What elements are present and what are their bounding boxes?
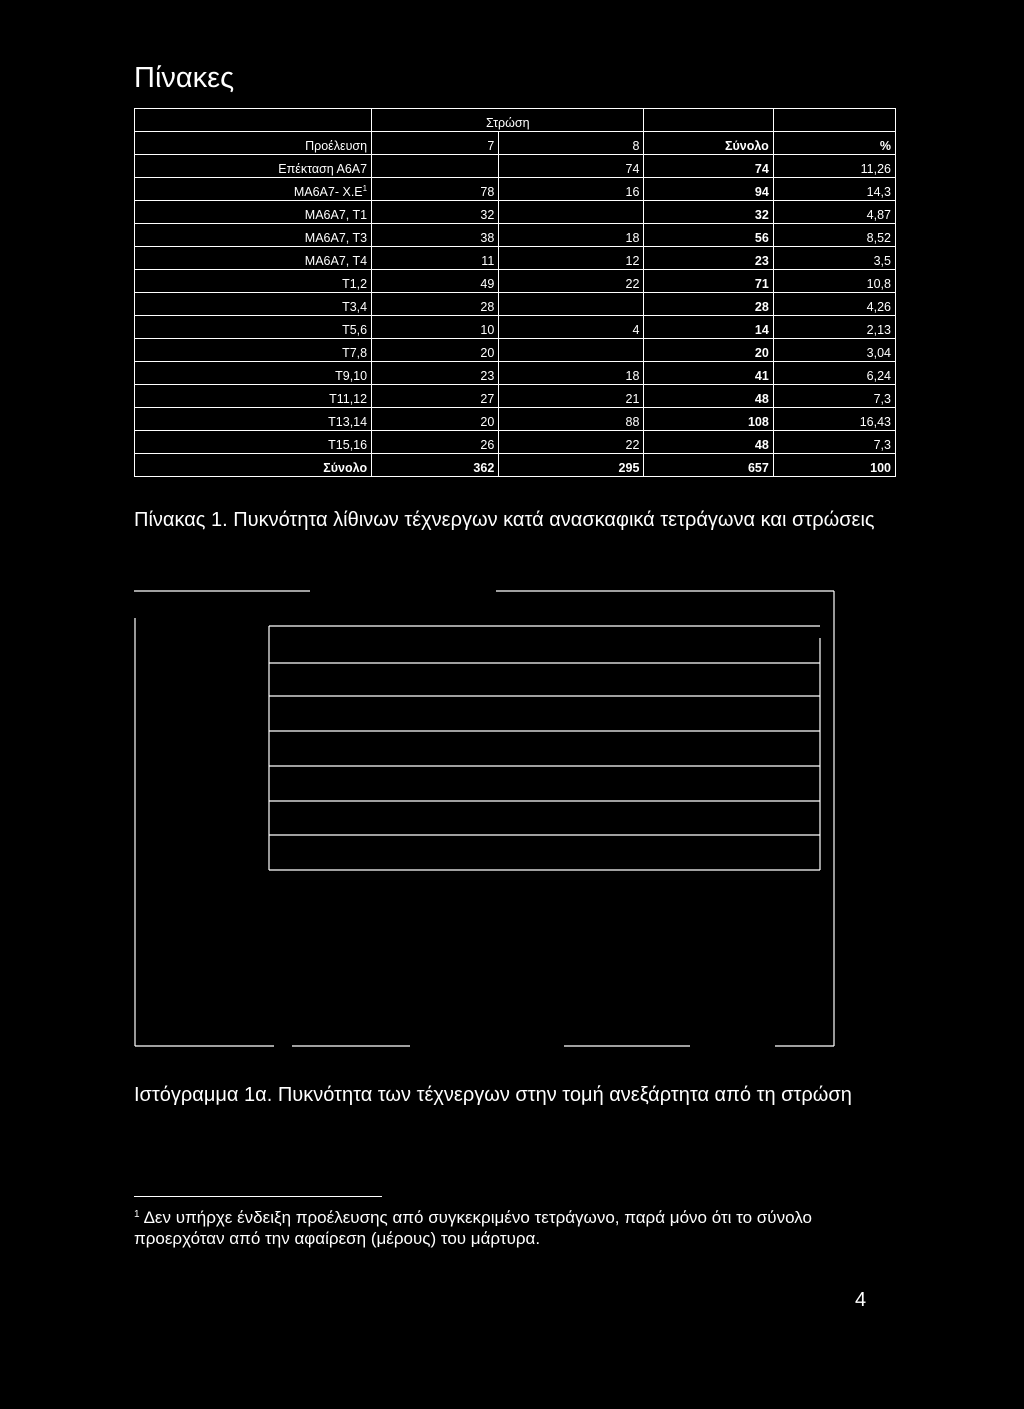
table-cell-percent: 4,87 — [773, 201, 895, 224]
table-cell-origin-text: Τ9,10 — [335, 369, 368, 383]
table-cell-layer-8: 74 — [499, 155, 644, 178]
table-cell-layer-7 — [372, 155, 499, 178]
table-header-percent: % — [773, 132, 895, 155]
table-cell-layer-7: 26 — [372, 431, 499, 454]
table-cell-layer-7: 27 — [372, 385, 499, 408]
table-header-total: Σύνολο — [644, 132, 773, 155]
table-cell-percent: 4,26 — [773, 293, 895, 316]
table-cell-total: 71 — [644, 270, 773, 293]
page-number: 4 — [855, 1289, 867, 1311]
table-cell-layer-8: 22 — [499, 431, 644, 454]
table-cell-total: 48 — [644, 431, 773, 454]
table-cell-empty — [773, 109, 895, 132]
table-cell-percent: 6,24 — [773, 362, 895, 385]
table-cell-origin-text: Τ3,4 — [342, 300, 368, 314]
table-cell-total: 48 — [644, 385, 773, 408]
table-cell-origin-text: ΜΑ6Α7, Τ4 — [304, 254, 368, 268]
table-cell-layer-8: 12 — [499, 247, 644, 270]
histogram-graphic — [134, 588, 836, 1050]
table-cell-percent: 3,04 — [773, 339, 895, 362]
table-cell-origin-text: ΜΑ6Α7, Τ1 — [304, 208, 368, 222]
table-row — [135, 339, 896, 362]
table-cell-percent: 7,3 — [773, 431, 895, 454]
table-cell-layer-8: 16 — [499, 178, 644, 201]
table-cell-total: 74 — [644, 155, 773, 178]
table-header-layer-7: 7 — [372, 132, 499, 155]
table-cell-origin — [135, 408, 372, 431]
table-sum-label: Σύνολο — [135, 454, 372, 477]
table-header-origin: Προέλευση — [135, 132, 372, 155]
table-cell-origin — [135, 224, 372, 247]
table-cell-layer-8: 21 — [499, 385, 644, 408]
table-cell-layer-8 — [499, 201, 644, 224]
table-sum-layer-8: 295 — [499, 454, 644, 477]
table-sum-row — [135, 454, 896, 477]
table-cell-origin-text: ΜΑ6Α7, Τ3 — [304, 231, 368, 245]
table-sum-percent: 100 — [773, 454, 895, 477]
table-cell-percent: 10,8 — [773, 270, 895, 293]
table-cell-origin-text: Τ13,14 — [328, 415, 368, 429]
table-row — [135, 408, 896, 431]
table-cell-origin-text: ΜΑ6Α7- Χ.Ε — [293, 185, 363, 199]
table-cell-origin-text: Τ15,16 — [328, 438, 368, 452]
table-cell-total: 23 — [644, 247, 773, 270]
table-cell-layer-8: 22 — [499, 270, 644, 293]
table-cell-layer-8: 88 — [499, 408, 644, 431]
histogram-frame — [134, 588, 836, 1050]
table-row — [135, 201, 896, 224]
table-row — [135, 178, 896, 201]
table-cell-empty — [135, 109, 372, 132]
table-cell-total: 41 — [644, 362, 773, 385]
table-cell-total: 28 — [644, 293, 773, 316]
table-cell-origin — [135, 339, 372, 362]
table-cell-layer-7: 10 — [372, 316, 499, 339]
footnote — [134, 1207, 874, 1249]
footnote-mark: 1 — [134, 1209, 140, 1220]
table-cell-total: 94 — [644, 178, 773, 201]
table-row — [135, 293, 896, 316]
histogram-caption: Ιστόγραμμα 1α. Πυκνότητα των τέχνεργων στην τομή ανεξάρτητα από τη στρώση — [134, 1084, 852, 1106]
footnote-text: Δεν υπήρχε ένδειξη προέλευσης από συγκεκριμένο τετράγωνο, παρά μόνο ότι το σύνολο προερχόταν από την αφαίρεση (μέρους) του μάρτυρα. — [134, 1208, 812, 1248]
table-cell-layer-7: 78 — [372, 178, 499, 201]
table-group-header-row — [135, 109, 896, 132]
table-cell-layer-7: 11 — [372, 247, 499, 270]
footnote-reference-mark: 1 — [362, 183, 368, 193]
table-cell-total: 56 — [644, 224, 773, 247]
table-cell-percent: 3,5 — [773, 247, 895, 270]
section-title: Πίνακες — [134, 62, 235, 94]
table-header-layer-8: 8 — [499, 132, 644, 155]
artifact-density-table — [134, 108, 896, 477]
table-cell-layer-7: 32 — [372, 201, 499, 224]
table-cell-layer-7: 49 — [372, 270, 499, 293]
table-cell-percent: 8,52 — [773, 224, 895, 247]
table-cell-layer-7: 20 — [372, 339, 499, 362]
table-cell-origin-text: Επέκταση Α6Α7 — [278, 162, 368, 176]
table-cell-layer-7: 20 — [372, 408, 499, 431]
table-cell-layer-7: 38 — [372, 224, 499, 247]
table-caption: Πίνακας 1. Πυκνότητα λίθινων τέχνεργων κατά ανασκαφικά τετράγωνα και στρώσεις — [134, 509, 875, 531]
table-cell-layer-8: 18 — [499, 224, 644, 247]
table-cell-origin — [135, 270, 372, 293]
table-cell-origin — [135, 293, 372, 316]
table-cell-total: 108 — [644, 408, 773, 431]
table-row — [135, 155, 896, 178]
table-cell-layer-7: 28 — [372, 293, 499, 316]
table-cell-percent: 7,3 — [773, 385, 895, 408]
table-cell-total: 32 — [644, 201, 773, 224]
table-cell-origin — [135, 362, 372, 385]
table-header-row — [135, 132, 896, 155]
table-cell-total: 14 — [644, 316, 773, 339]
table-cell-layer-7: 23 — [372, 362, 499, 385]
table-cell-origin-text: Τ5,6 — [342, 323, 368, 337]
table-row — [135, 431, 896, 454]
table-cell-origin — [135, 178, 372, 201]
table-cell-origin — [135, 247, 372, 270]
table-row — [135, 362, 896, 385]
table-cell-origin-text: Τ11,12 — [329, 392, 368, 406]
table-row — [135, 270, 896, 293]
table-cell-empty — [644, 109, 773, 132]
table-cell-layer-8: 18 — [499, 362, 644, 385]
table-row — [135, 247, 896, 270]
table-cell-layer-8 — [499, 293, 644, 316]
table-cell-origin — [135, 385, 372, 408]
table-cell-total: 20 — [644, 339, 773, 362]
table-cell-percent: 14,3 — [773, 178, 895, 201]
table-header-stroma-group: Στρώση — [372, 109, 644, 132]
table-cell-percent: 16,43 — [773, 408, 895, 431]
table-row — [135, 316, 896, 339]
footnote-divider — [134, 1196, 382, 1197]
table-cell-origin-text: Τ7,8 — [342, 346, 368, 360]
table-cell-origin — [135, 155, 372, 178]
table-cell-origin-text: Τ1,2 — [342, 277, 368, 291]
table-cell-origin — [135, 431, 372, 454]
table-cell-origin — [135, 201, 372, 224]
table-cell-layer-8: 4 — [499, 316, 644, 339]
table-sum-total: 657 — [644, 454, 773, 477]
table-sum-layer-7: 362 — [372, 454, 499, 477]
table-row — [135, 385, 896, 408]
table-cell-percent: 11,26 — [773, 155, 895, 178]
table-cell-layer-8 — [499, 339, 644, 362]
table-cell-origin — [135, 316, 372, 339]
table-cell-percent: 2,13 — [773, 316, 895, 339]
table-row — [135, 224, 896, 247]
